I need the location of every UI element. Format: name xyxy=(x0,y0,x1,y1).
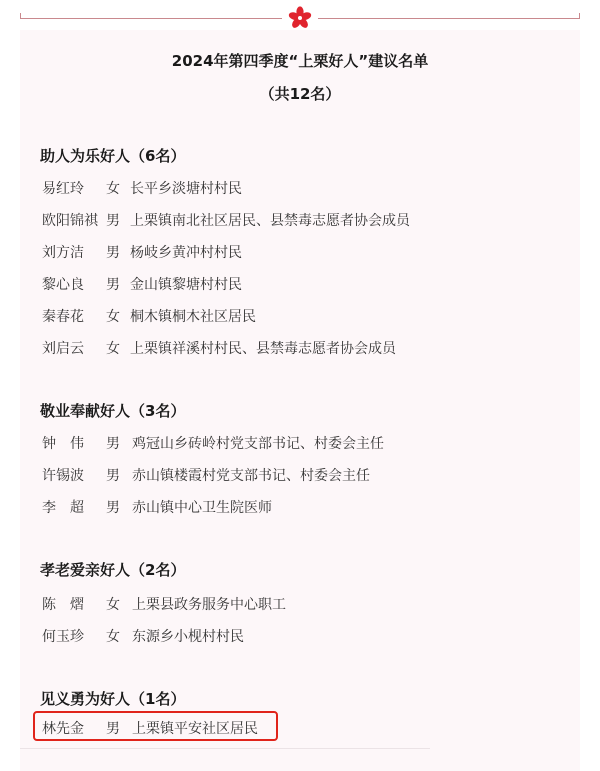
person-name: 刘启云 xyxy=(42,341,84,357)
person-row xyxy=(42,178,242,198)
person-gender: 男 xyxy=(106,277,120,293)
top-right-line xyxy=(318,18,580,19)
flower-icon xyxy=(288,6,312,30)
person-desc: 赤山镇中心卫生院医师 xyxy=(132,500,272,516)
person-desc: 东源乡小枧村村民 xyxy=(132,629,244,645)
person-desc: 上栗镇南北社区居民、县禁毒志愿者协会成员 xyxy=(130,213,410,229)
person-desc: 赤山镇楼霞村党支部书记、村委会主任 xyxy=(132,468,370,484)
person-row xyxy=(42,626,244,646)
person-name: 林先金 xyxy=(42,721,84,737)
person-gender: 男 xyxy=(106,721,120,737)
person-gender: 男 xyxy=(106,245,120,261)
person-desc: 上栗县政务服务中心职工 xyxy=(132,597,286,613)
bottom-divider xyxy=(20,748,430,749)
section-heading-filial: 孝老爱亲好人（2名） xyxy=(40,561,186,579)
person-desc: 杨岐乡黄冲村村民 xyxy=(130,245,242,261)
section-heading-helping: 助人为乐好人（6名） xyxy=(40,147,186,165)
page-title: 2024年第四季度“上栗好人”建议名单 xyxy=(171,52,429,70)
person-name: 陈 熠 xyxy=(42,597,84,613)
person-gender: 女 xyxy=(106,309,120,325)
person-row-highlighted xyxy=(42,718,258,738)
person-row xyxy=(42,465,370,485)
person-desc: 上栗镇祥溪村村民、县禁毒志愿者协会成员 xyxy=(130,341,396,357)
person-gender: 男 xyxy=(106,436,120,452)
top-right-tick xyxy=(579,13,580,19)
top-ornament xyxy=(0,0,600,30)
person-gender: 男 xyxy=(106,468,120,484)
person-row xyxy=(42,210,410,230)
person-row xyxy=(42,497,272,517)
person-name: 钟 伟 xyxy=(42,436,84,452)
page-subtitle: （共12名） xyxy=(259,85,341,103)
person-name: 李 超 xyxy=(42,500,84,516)
section-heading-dedication: 敬业奉献好人（3名） xyxy=(40,402,186,420)
person-name: 刘方洁 xyxy=(42,245,84,261)
person-row xyxy=(42,594,286,614)
person-name: 何玉珍 xyxy=(42,629,84,645)
person-name: 许锡波 xyxy=(42,468,84,484)
person-name: 欧阳锦祺 xyxy=(42,213,98,229)
person-desc: 金山镇黎塘村村民 xyxy=(130,277,242,293)
person-gender: 男 xyxy=(106,213,120,229)
person-gender: 女 xyxy=(106,341,120,357)
person-name: 黎心良 xyxy=(42,277,84,293)
person-gender: 男 xyxy=(106,500,120,516)
person-desc: 上栗镇平安社区居民 xyxy=(132,721,258,737)
top-left-line xyxy=(20,18,282,19)
person-row xyxy=(42,338,396,358)
person-desc: 长平乡淡塘村村民 xyxy=(130,181,242,197)
person-row xyxy=(42,306,256,326)
person-gender: 女 xyxy=(106,597,120,613)
person-gender: 女 xyxy=(106,629,120,645)
person-desc: 桐木镇桐木社区居民 xyxy=(130,309,256,325)
person-row xyxy=(42,242,242,262)
person-desc: 鸡冠山乡砖岭村党支部书记、村委会主任 xyxy=(132,436,384,452)
person-row xyxy=(42,433,384,453)
person-name: 易红玲 xyxy=(42,181,84,197)
person-gender: 女 xyxy=(106,181,120,197)
person-row xyxy=(42,274,242,294)
person-name: 秦春花 xyxy=(42,309,84,325)
section-heading-bravery: 见义勇为好人（1名） xyxy=(40,690,186,708)
